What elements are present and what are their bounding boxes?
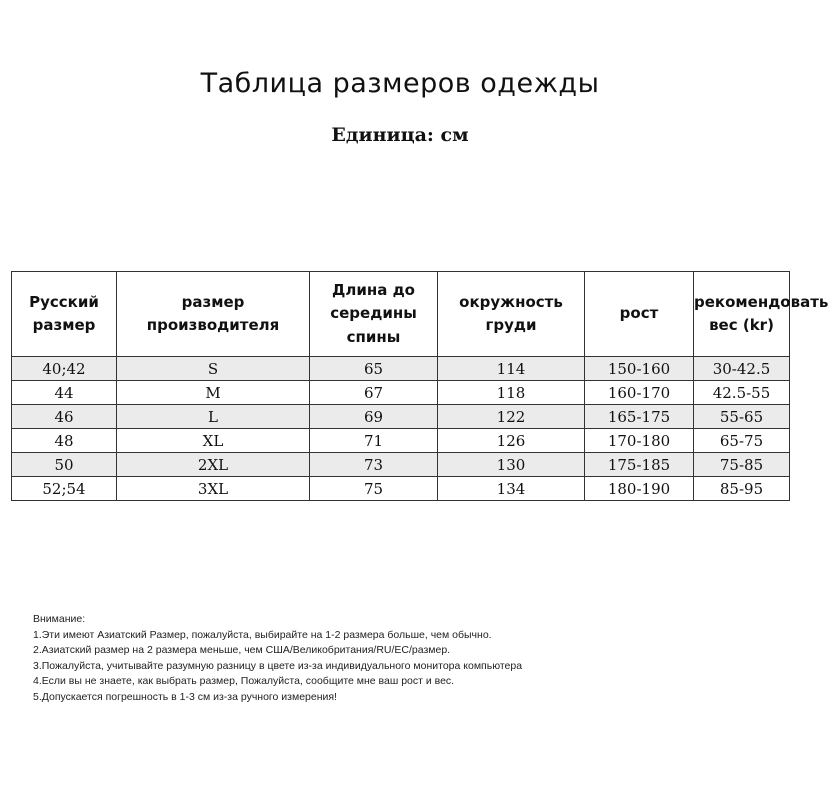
cell-russian-size: 44 [12, 381, 117, 405]
page-title: Таблица размеров одежды [200, 68, 600, 99]
cell-manufacturer-size: 2XL [117, 453, 310, 477]
note-item: 1.Эти имеют Азиатский Размер, пожалуйста, выбирайте на 1-2 размера больше, чем обычно. [33, 628, 492, 641]
notes-section [33, 612, 773, 705]
cell-height: 160-170 [585, 381, 694, 405]
table-header-row [12, 272, 790, 357]
cell-weight: 55-65 [694, 405, 790, 429]
unit-label: Единица: см [331, 124, 469, 146]
cell-weight: 42.5-55 [694, 381, 790, 405]
cell-russian-size: 52;54 [12, 477, 117, 501]
cell-back-length: 65 [310, 357, 438, 381]
table-row [12, 453, 790, 477]
cell-chest: 118 [438, 381, 585, 405]
table-row [12, 477, 790, 501]
cell-chest: 114 [438, 357, 585, 381]
cell-chest: 134 [438, 477, 585, 501]
note-item: 4.Если вы не знаете, как выбрать размер, Пожалуйста, сообщите мне ваш рост и вес. [33, 675, 455, 687]
cell-manufacturer-size: L [117, 405, 310, 429]
cell-weight: 75-85 [694, 453, 790, 477]
cell-back-length: 67 [310, 381, 438, 405]
cell-manufacturer-size: S [117, 357, 310, 381]
cell-russian-size: 48 [12, 429, 117, 453]
cell-weight: 65-75 [694, 429, 790, 453]
cell-russian-size: 46 [12, 405, 117, 429]
cell-weight: 30-42.5 [694, 357, 790, 381]
cell-weight: 85-95 [694, 477, 790, 501]
cell-back-length: 71 [310, 429, 438, 453]
header-chest: окружность груди [438, 272, 585, 357]
cell-height: 165-175 [585, 405, 694, 429]
header-manufacturer-size: размер производителя [117, 272, 310, 357]
note-item: 3.Пожалуйста, учитывайте разумную разницу в цвете из-за индивидуального монитора компьютера [33, 659, 523, 672]
cell-chest: 122 [438, 405, 585, 429]
header-weight: рекомендовать вес (kr) [694, 272, 790, 357]
table-row [12, 405, 790, 429]
notes-heading: Внимание: [33, 613, 86, 625]
cell-chest: 130 [438, 453, 585, 477]
table-row [12, 357, 790, 381]
cell-russian-size: 50 [12, 453, 117, 477]
table-row [12, 429, 790, 453]
table-row [12, 381, 790, 405]
size-table [11, 271, 828, 501]
cell-height: 175-185 [585, 453, 694, 477]
cell-height: 180-190 [585, 477, 694, 501]
cell-manufacturer-size: M [117, 381, 310, 405]
cell-manufacturer-size: 3XL [117, 477, 310, 501]
header-russian-size: Русский размер [12, 272, 117, 357]
cell-back-length: 75 [310, 477, 438, 501]
cell-chest: 126 [438, 429, 585, 453]
cell-back-length: 73 [310, 453, 438, 477]
cell-height: 170-180 [585, 429, 694, 453]
cell-manufacturer-size: XL [117, 429, 310, 453]
cell-back-length: 69 [310, 405, 438, 429]
header-height: рост [585, 272, 694, 357]
note-item: 2.Азиатский размер на 2 размера меньше, чем США/Великобритания/RU/EC/размер. [33, 644, 451, 656]
cell-height: 150-160 [585, 357, 694, 381]
header-back-length: Длина до середины спины [310, 272, 438, 357]
cell-russian-size: 40;42 [12, 357, 117, 381]
note-item: 5.Допускается погрешность в 1-3 см из-за ручного измерения! [33, 690, 337, 703]
